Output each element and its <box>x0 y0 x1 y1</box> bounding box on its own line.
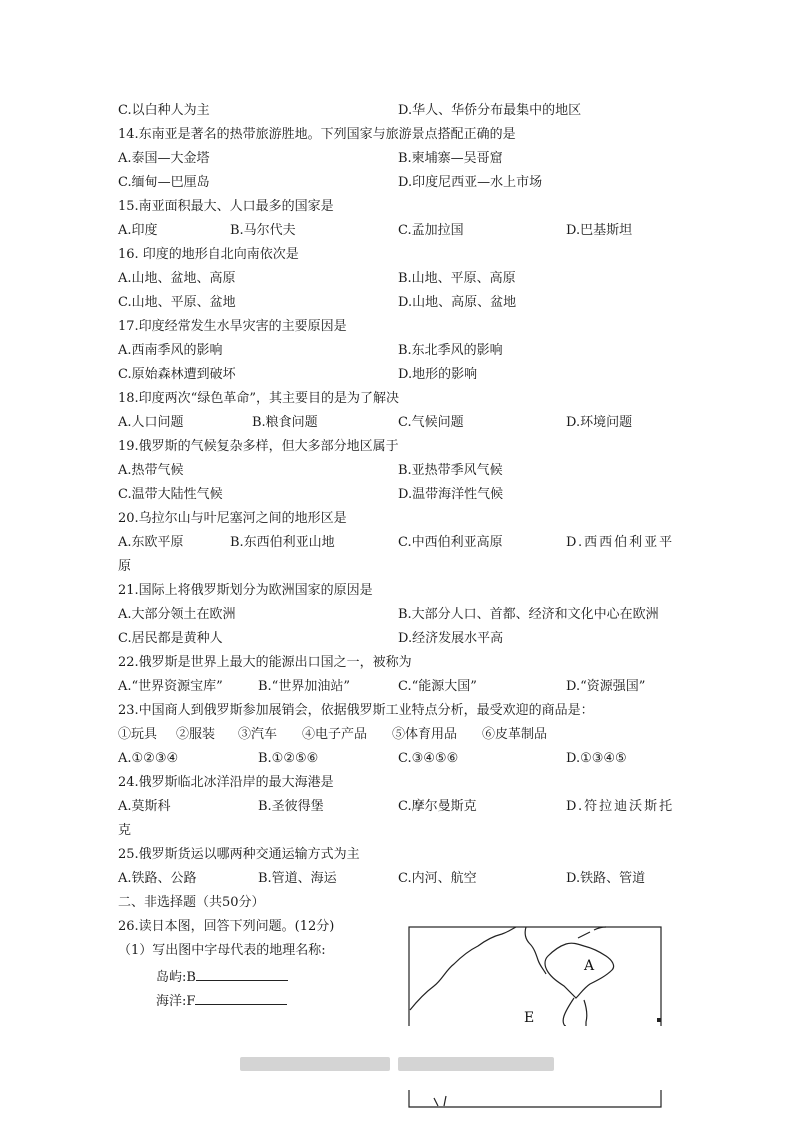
option-d: D.地形的影响 <box>398 367 478 382</box>
item-1: ①玩具 <box>118 727 158 742</box>
q26-sub1: （1）写出图中字母代表的地理名称: <box>118 943 326 958</box>
section-heading: 二、非选择题（共50分） <box>118 895 265 910</box>
item-3: ③汽车 <box>238 727 278 742</box>
map-label-a: A <box>584 958 595 974</box>
item-6: ⑥皮革制品 <box>482 727 548 742</box>
question-stem: 15.南亚面积最大、人口最多的国家是 <box>118 199 334 214</box>
item-5: ⑤体育用品 <box>392 727 458 742</box>
option-b: B.亚热带季风气候 <box>398 463 503 478</box>
option-c: C.摩尔曼斯克 <box>398 799 477 814</box>
option-b: B.柬埔寨—吴哥窟 <box>398 151 503 166</box>
japan-map-bottom <box>408 1090 663 1114</box>
option-b: B.东西伯利亚山地 <box>230 535 335 550</box>
ocean-blank[interactable] <box>195 991 287 1005</box>
question-stem: 17.印度经常发生水旱灾害的主要原因是 <box>118 319 347 334</box>
map-label-e: E <box>524 1010 535 1026</box>
ocean-answer <box>156 991 287 1010</box>
kuril-islands <box>578 927 606 938</box>
honshu-outline <box>563 998 587 1026</box>
question-stem: 16. 印度的地形自北向南依次是 <box>118 247 299 262</box>
question-stem: 24.俄罗斯临北冰洋沿岸的最大海港是 <box>118 775 334 790</box>
option-c: C.“能源大国” <box>398 679 477 694</box>
option-b: B.①②⑤⑥ <box>258 751 319 766</box>
option-b: B.“世界加油站” <box>258 679 350 694</box>
option-c: C.山地、平原、盆地 <box>118 295 236 310</box>
item-4: ④电子产品 <box>302 727 368 742</box>
option-d-wrap: 原 <box>118 559 132 574</box>
map-corner-mark <box>657 1018 661 1022</box>
option-c: C.原始森林遭到破坏 <box>118 367 236 382</box>
option-c: C.温带大陆性气候 <box>118 487 223 502</box>
option-a: A.山地、盆地、高原 <box>118 271 236 286</box>
question-stem: 20.乌拉尔山与叶尼塞河之间的地形区是 <box>118 511 347 526</box>
option-b: B.粮食问题 <box>252 415 318 430</box>
option-d: D.符拉迪沃斯托 <box>566 799 675 814</box>
hokkaido-outline <box>545 943 614 998</box>
option-a: A.泰国—大金塔 <box>118 151 210 166</box>
option-c: C.中西伯利亚高原 <box>398 535 503 550</box>
option-b: B.圣彼得堡 <box>258 799 324 814</box>
map-frame <box>409 927 661 1026</box>
option-c: C.居民都是黄种人 <box>118 631 223 646</box>
ocean-label: 海洋:F <box>156 994 196 1009</box>
option-a: A.西南季风的影响 <box>118 343 223 358</box>
option-a: A.热带气候 <box>118 463 184 478</box>
question-stem: 25.俄罗斯货运以哪两种交通运输方式为主 <box>118 847 360 862</box>
option-c: C.孟加拉国 <box>398 223 464 238</box>
option-d: D.巴基斯坦 <box>566 223 633 238</box>
map-frame-bottom <box>409 1090 661 1107</box>
option-a: A.“世界资源宝库” <box>118 679 223 694</box>
option-d: D.经济发展水平高 <box>398 631 504 646</box>
option-d: D.山地、高原、盆地 <box>398 295 517 310</box>
continent-coastline <box>410 927 516 1010</box>
option-d: D.环境问题 <box>566 415 633 430</box>
question-stem: 23.中国商人到俄罗斯参加展销会，依据俄罗斯工业特点分析，最受欢迎的商品是： <box>118 703 594 718</box>
japan-map <box>408 926 663 1026</box>
question-stem: 14.东南亚是著名的热带旅游胜地。下列国家与旅游景点搭配正确的是 <box>118 127 516 142</box>
option-d-wrap: 克 <box>118 823 132 838</box>
option-a: A.印度 <box>118 223 158 238</box>
island-blank[interactable] <box>196 967 288 981</box>
island-answer <box>156 967 288 986</box>
option-c: C.气候问题 <box>398 415 464 430</box>
map-coast-fragment <box>434 1096 446 1106</box>
option-a: A.大部分领土在欧洲 <box>118 607 236 622</box>
sakhalin-coast <box>525 927 546 974</box>
option-a: A.铁路、公路 <box>118 871 197 886</box>
question-stem: 22.俄罗斯是世界上最大的能源出口国之一，被称为 <box>118 655 412 670</box>
option-c: C.缅甸—巴厘岛 <box>118 175 210 190</box>
q13-option-c: C.以白种人为主 <box>118 103 210 118</box>
option-a: A.①②③④ <box>118 751 179 766</box>
option-d: D.铁路、管道 <box>566 871 646 886</box>
watermark-blur-right <box>398 1057 554 1071</box>
option-d: D.印度尼西亚—水上市场 <box>398 175 543 190</box>
option-c: C.③④⑤⑥ <box>398 751 459 766</box>
option-d: D.“资源强国” <box>566 679 646 694</box>
question-stem: 19.俄罗斯的气候复杂多样，但大多部分地区属于 <box>118 439 399 454</box>
island-label: 岛屿:B <box>156 970 196 985</box>
q13-option-d: D.华人、华侨分布最集中的地区 <box>398 103 582 118</box>
option-b: B.大部分人口、首都、经济和文化中心在欧洲 <box>398 607 659 622</box>
option-a: A.莫斯科 <box>118 799 171 814</box>
option-d: D.西西伯利亚平 <box>566 535 675 550</box>
question-stem: 21.国际上将俄罗斯划分为欧洲国家的原因是 <box>118 583 373 598</box>
option-b: B.马尔代夫 <box>230 223 296 238</box>
option-b: B.管道、海运 <box>258 871 337 886</box>
option-d: D.温带海洋性气候 <box>398 487 504 502</box>
watermark-blur-left <box>240 1057 390 1071</box>
option-a: A.东欧平原 <box>118 535 184 550</box>
item-2: ②服装 <box>176 727 216 742</box>
option-b: B.山地、平原、高原 <box>398 271 516 286</box>
question-stem: 18.印度两次“绿色革命”，其主要目的是为了解决 <box>118 391 399 406</box>
option-d: D.①③④⑤ <box>566 751 627 766</box>
option-c: C.内河、航空 <box>398 871 477 886</box>
option-a: A.人口问题 <box>118 415 184 430</box>
option-b: B.东北季风的影响 <box>398 343 503 358</box>
q26-stem: 26.读日本图，回答下列问题。(12分) <box>118 919 335 934</box>
